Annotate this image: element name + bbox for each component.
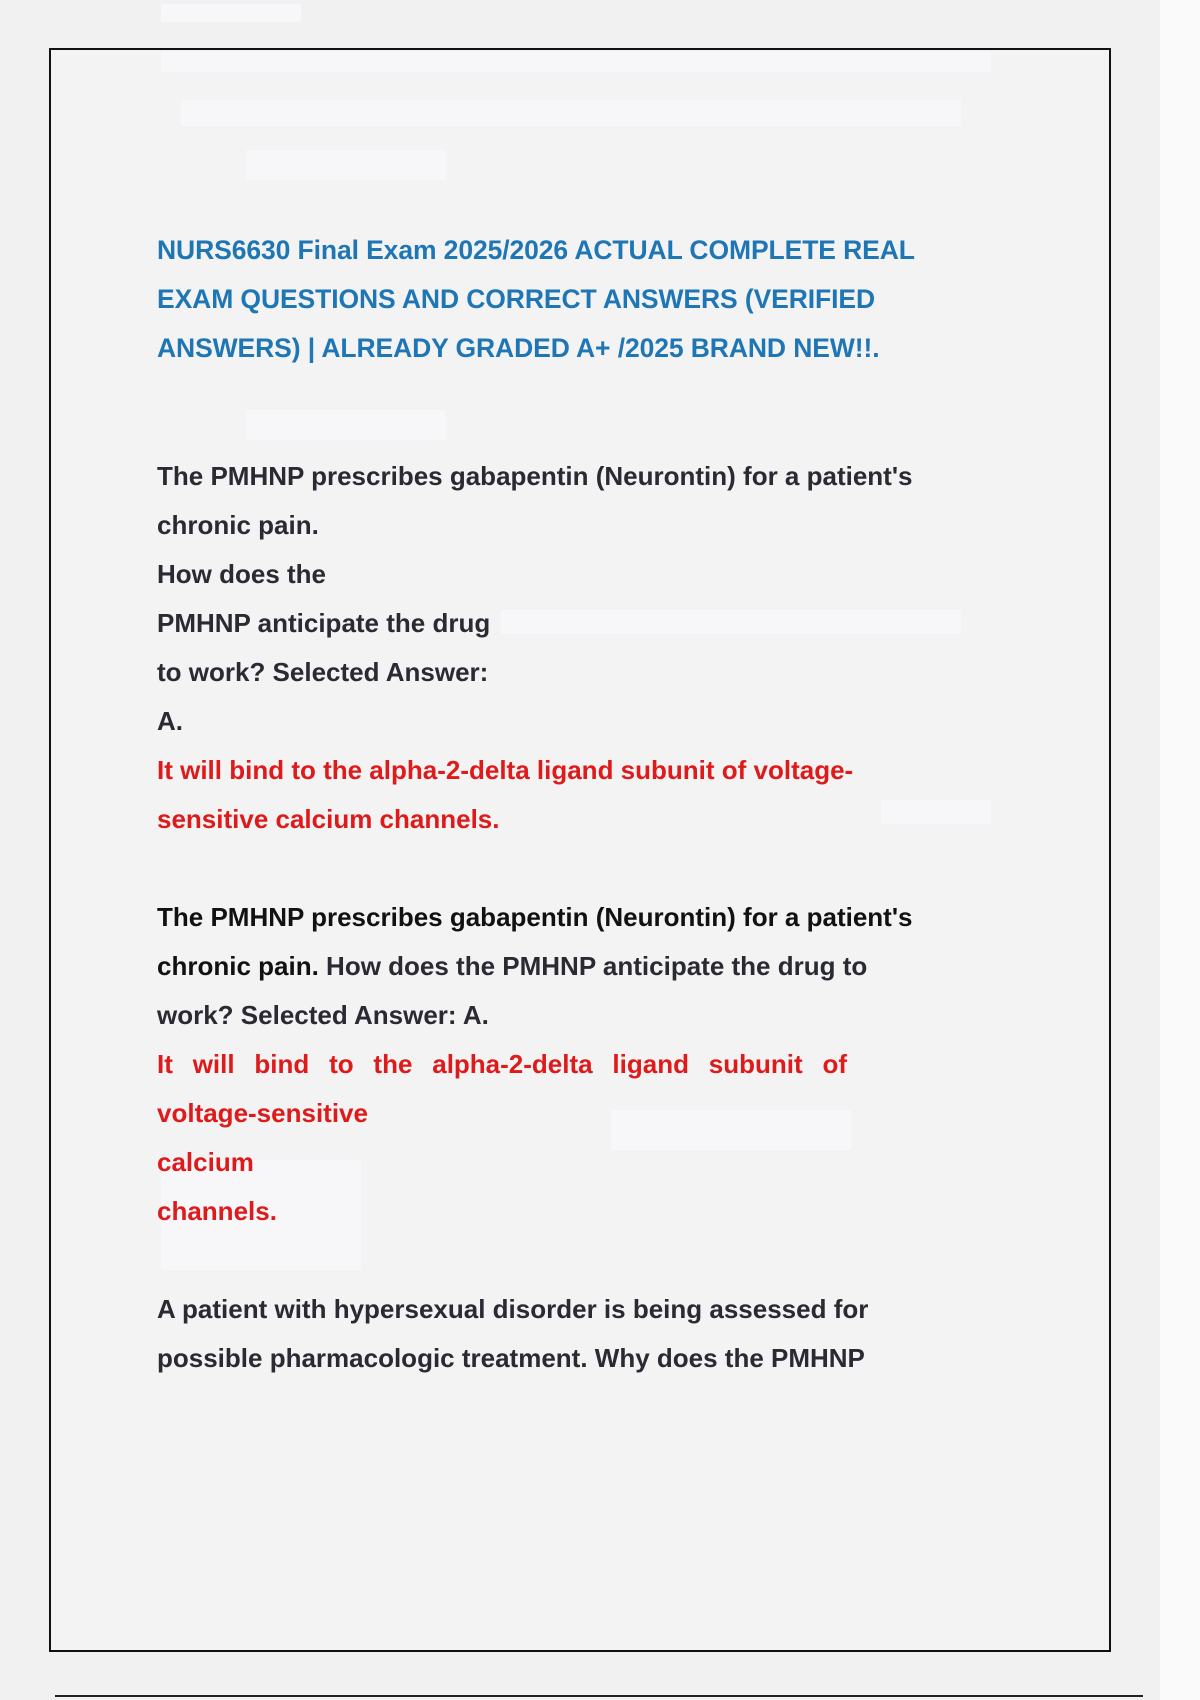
watermark-band bbox=[161, 4, 301, 22]
question-text: How does the PMHNP anticipate the drug to bbox=[318, 951, 868, 981]
title-line: EXAM QUESTIONS AND CORRECT ANSWERS (VERIFIED bbox=[157, 284, 876, 314]
question-block-1 bbox=[157, 452, 1007, 844]
question-line bbox=[157, 893, 1007, 942]
next-page-edge bbox=[55, 1695, 1143, 1697]
answer-line: sensitive calcium channels. bbox=[157, 804, 500, 834]
title-line: NURS6630 Final Exam 2025/2026 ACTUAL COMPLETE REAL bbox=[157, 235, 915, 265]
question-line: PMHNP anticipate the drug bbox=[157, 608, 491, 638]
answer-line: voltage-sensitive bbox=[157, 1098, 368, 1128]
question-block-2 bbox=[157, 893, 1007, 1236]
question-line: A patient with hypersexual disorder is being assessed for bbox=[157, 1294, 869, 1324]
answer-line: channels. bbox=[157, 1196, 277, 1226]
watermark-band bbox=[181, 100, 961, 126]
selected-option: A. bbox=[157, 706, 183, 736]
answer-line: It will bind to the alpha-2-delta ligand subunit of voltage- bbox=[157, 755, 854, 785]
title-line: ANSWERS) | ALREADY GRADED A+ /2025 BRAND NEW!!. bbox=[157, 333, 880, 363]
exam-title bbox=[157, 226, 1007, 373]
question-line: possible pharmacologic treatment. Why does the PMHNP bbox=[157, 1343, 865, 1373]
watermark-band bbox=[161, 52, 991, 72]
question-lead-text: chronic pain. bbox=[157, 951, 319, 981]
question-line: The PMHNP prescribes gabapentin (Neurontin) for a patient's bbox=[157, 461, 913, 491]
question-line: to work? Selected Answer: bbox=[157, 657, 489, 687]
question-line: work? Selected Answer: A. bbox=[157, 1000, 489, 1030]
document-content bbox=[157, 226, 1007, 1383]
answer-line: calcium bbox=[157, 1147, 254, 1177]
question-line bbox=[157, 942, 1007, 991]
viewer-scroll-gutter bbox=[1160, 0, 1200, 1700]
question-line: chronic pain. bbox=[157, 510, 319, 540]
answer-line: It will bind to the alpha-2-delta ligand subunit of bbox=[157, 1049, 847, 1079]
question-line: How does the bbox=[157, 559, 327, 589]
question-block-3 bbox=[157, 1285, 1007, 1383]
question-lead-text: The PMHNP prescribes gabapentin (Neurontin) for a patient's bbox=[157, 902, 913, 932]
watermark-band bbox=[246, 150, 446, 180]
